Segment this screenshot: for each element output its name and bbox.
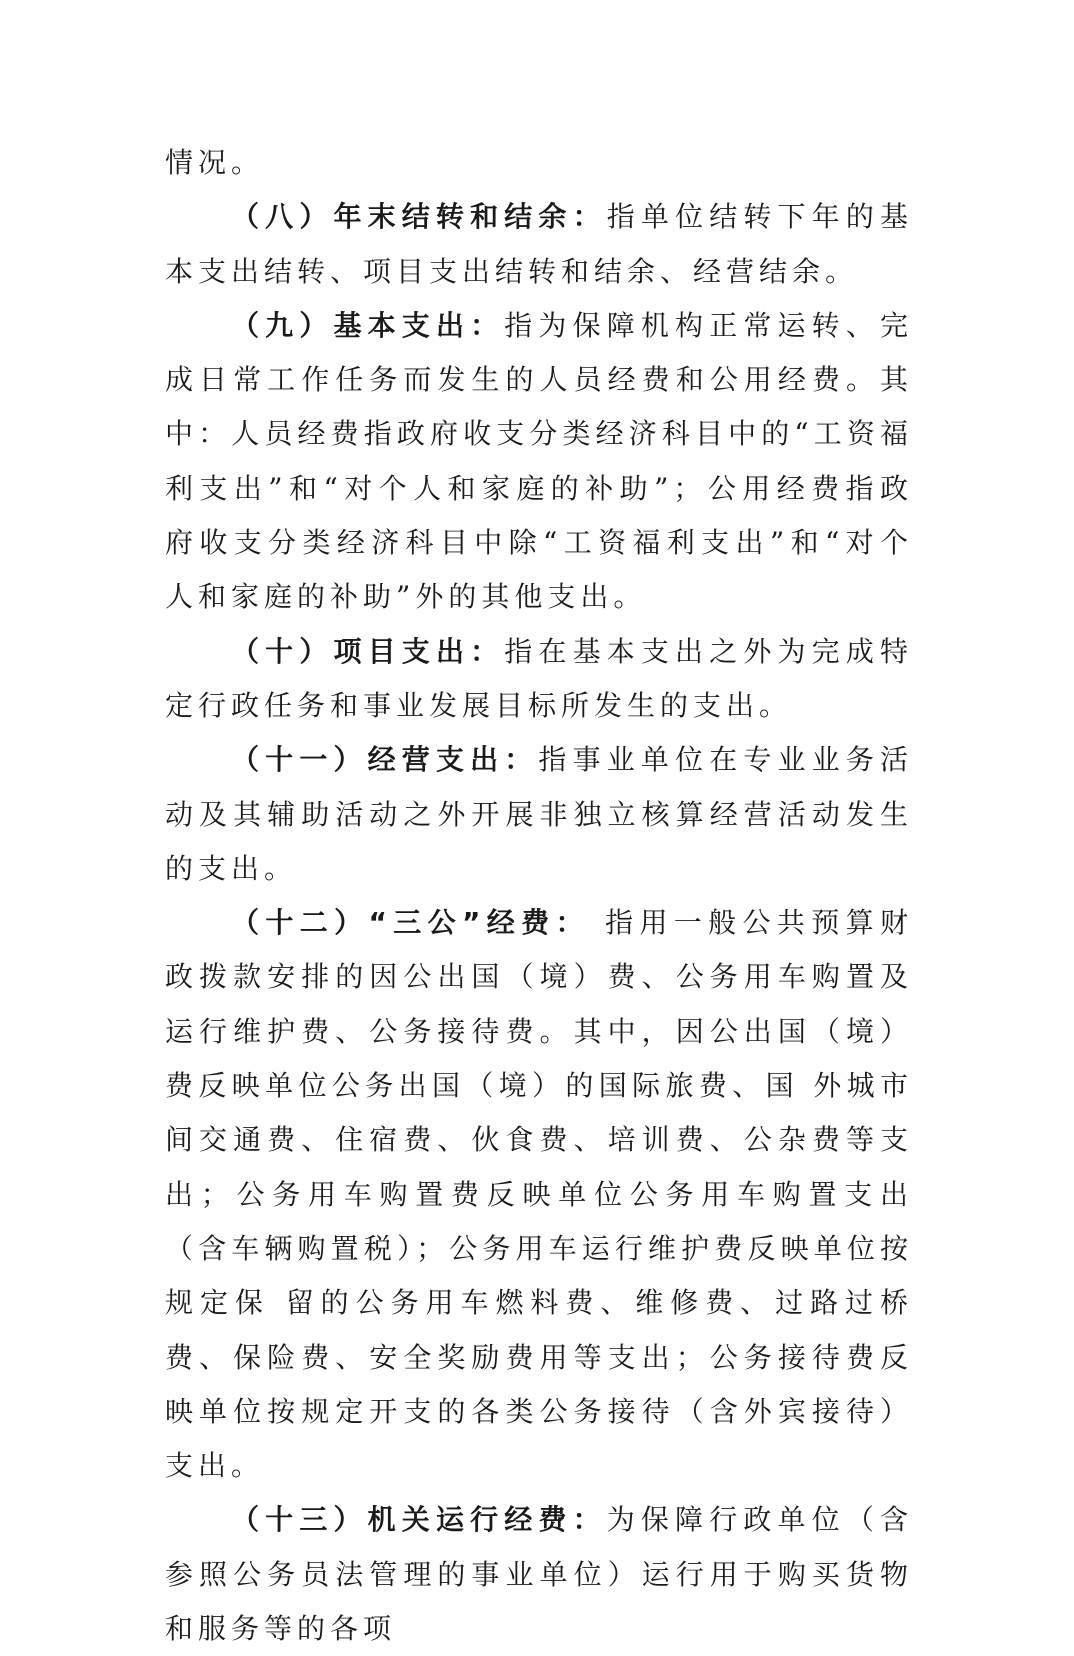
paragraph-three-public-expenses <box>165 896 913 1493</box>
paragraph-term: （十一）经营支出： <box>231 743 539 777</box>
paragraph-continuation <box>165 136 913 190</box>
paragraph-term: （十二）“三公”经费： <box>231 906 590 940</box>
paragraph-operating-expenditure <box>165 733 913 896</box>
paragraph-text: 指为保障机构正常运转、完成日常工作任务而发生的人员经费和公用经费。其中：人员经费指政府收支分类经济科目中的“工资福利支出”和“对个人和家庭的补助”；公用经费指政府收支分类经济科目中除“工资福利支出”和“对个人和家庭的补助”外的其他支出。 <box>165 308 913 614</box>
paragraph-text: 指在基本支出之外为完成特定行政任务和事业发展目标所发生的支出。 <box>165 634 913 722</box>
paragraph-text: 指用一般公共预算财政拨款安排的因公出国（境）费、公务用车购置及运行维护费、公务接待费。其中，因公出国（境）费反映单位公务出国（境）的国际旅费、国 外城市间交通费、住宿费、伙食费、培训费、公杂费等支出；公务用车购置费反映单位公务用车购置支出（含车辆购置税）；公务用车运行维护费反映单位按规定保 留的公务用车燃料费、维修费、过路过桥费、保险费、安全奖励费用等支出；公务接待费反映单位按规定开支的各类公务接待（含外宾接待）支出。 <box>165 906 913 1483</box>
paragraph-text: 指事业单位在专业业务活动及其辅助活动之外开展非独立核算经营活动发生的支出。 <box>165 743 913 885</box>
paragraph-term: （十三）机关运行经费： <box>231 1503 607 1537</box>
paragraph-basic-expenditure <box>165 299 913 625</box>
paragraph-year-end-balance <box>165 190 913 299</box>
document-body <box>165 136 913 1656</box>
paragraph-term: （九）基本支出： <box>231 308 505 342</box>
paragraph-text: 情况。 <box>165 146 265 179</box>
paragraph-term: （十）项目支出： <box>231 634 505 668</box>
paragraph-project-expenditure <box>165 625 913 734</box>
paragraph-term: （八）年末结转和结余： <box>231 200 607 234</box>
paragraph-text: 指单位结转下年的基本支出结转、项目支出结转和结余、经营结余。 <box>165 200 913 288</box>
paragraph-agency-operating-funds <box>165 1493 913 1656</box>
paragraph-text: 为保障行政单位（含 参照公务员法管理的事业单位）运行用于购买货物和服务等的各项 <box>165 1503 913 1646</box>
